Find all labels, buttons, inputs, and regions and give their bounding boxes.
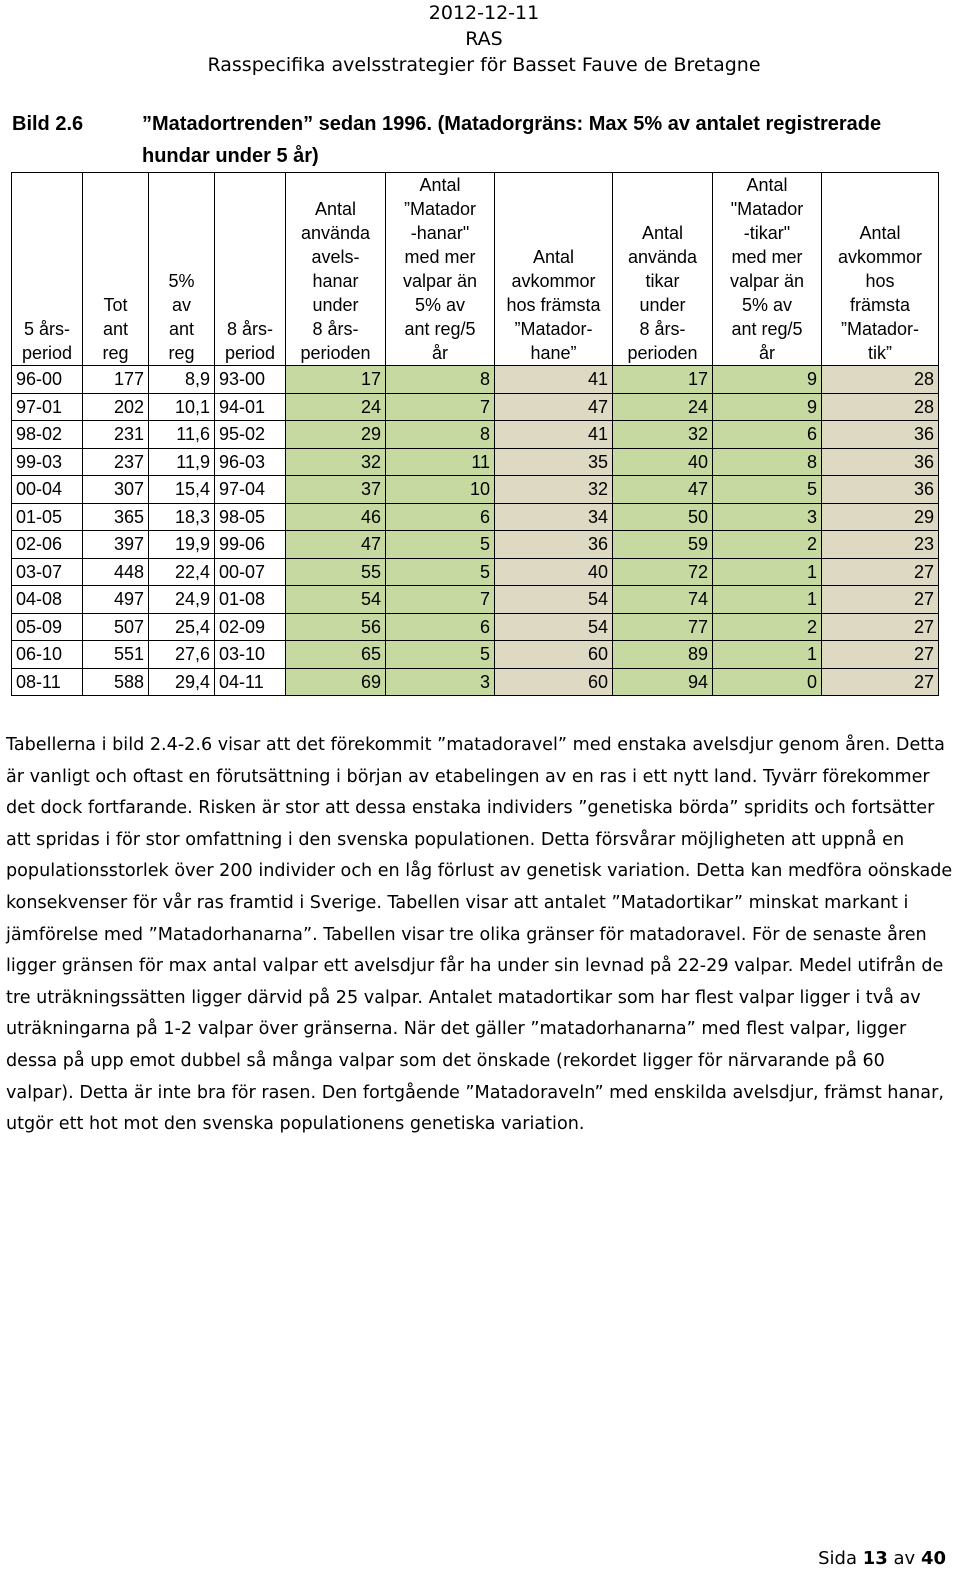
cell-8ar-period: 98-05 <box>215 503 286 531</box>
cell-5pct: 29,4 <box>149 668 215 696</box>
cell-hanar: 54 <box>286 586 386 614</box>
cell-hanar: 17 <box>286 366 386 394</box>
cell-5ar-period: 08-11 <box>12 668 83 696</box>
cell-avkommor-tik: 23 <box>822 531 939 559</box>
table-row <box>12 668 939 696</box>
footer-prefix: Sida <box>818 1548 863 1569</box>
table-row <box>12 393 939 421</box>
cell-avkommor-hane: 35 <box>495 448 613 476</box>
cell-5ar-period: 00-04 <box>12 476 83 504</box>
cell-tikar: 74 <box>613 586 713 614</box>
cell-matador-tikar: 9 <box>713 366 822 394</box>
cell-8ar-period: 04-11 <box>215 668 286 696</box>
header-org: RAS <box>465 28 503 50</box>
table-row <box>12 531 939 559</box>
table-header-row <box>12 173 939 366</box>
cell-8ar-period: 96-03 <box>215 448 286 476</box>
cell-matador-tikar: 8 <box>713 448 822 476</box>
cell-avkommor-tik: 36 <box>822 448 939 476</box>
cell-tot-ant-reg: 237 <box>83 448 149 476</box>
cell-5pct: 24,9 <box>149 586 215 614</box>
cell-matador-tikar: 1 <box>713 586 822 614</box>
cell-avkommor-tik: 28 <box>822 393 939 421</box>
cell-matador-tikar: 2 <box>713 531 822 559</box>
cell-tikar: 94 <box>613 668 713 696</box>
cell-5ar-period: 05-09 <box>12 613 83 641</box>
page-footer <box>818 1548 946 1569</box>
cell-matador-hanar: 8 <box>386 366 495 394</box>
cell-tikar: 24 <box>613 393 713 421</box>
table-row <box>12 503 939 531</box>
cell-avkommor-hane: 47 <box>495 393 613 421</box>
cell-5ar-period: 03-07 <box>12 558 83 586</box>
cell-tot-ant-reg: 397 <box>83 531 149 559</box>
cell-matador-hanar: 11 <box>386 448 495 476</box>
cell-matador-tikar: 9 <box>713 393 822 421</box>
cell-matador-hanar: 6 <box>386 503 495 531</box>
header-doc-title: Rasspecifika avelsstrategier för Basset Fauve de Bretagne <box>207 54 761 76</box>
cell-hanar: 37 <box>286 476 386 504</box>
cell-5pct: 25,4 <box>149 613 215 641</box>
cell-avkommor-tik: 28 <box>822 366 939 394</box>
cell-tikar: 72 <box>613 558 713 586</box>
footer-total-pages: 40 <box>920 1548 946 1569</box>
cell-tikar: 59 <box>613 531 713 559</box>
cell-avkommor-tik: 27 <box>822 613 939 641</box>
cell-tot-ant-reg: 177 <box>83 366 149 394</box>
cell-avkommor-hane: 34 <box>495 503 613 531</box>
cell-8ar-period: 94-01 <box>215 393 286 421</box>
cell-matador-hanar: 5 <box>386 558 495 586</box>
cell-avkommor-tik: 36 <box>822 476 939 504</box>
cell-5pct: 19,9 <box>149 531 215 559</box>
cell-hanar: 56 <box>286 613 386 641</box>
cell-hanar: 32 <box>286 448 386 476</box>
cell-avkommor-hane: 60 <box>495 641 613 669</box>
cell-8ar-period: 00-07 <box>215 558 286 586</box>
cell-tot-ant-reg: 551 <box>83 641 149 669</box>
cell-matador-hanar: 7 <box>386 586 495 614</box>
cell-matador-tikar: 2 <box>713 613 822 641</box>
cell-8ar-period: 01-08 <box>215 586 286 614</box>
cell-5ar-period: 99-03 <box>12 448 83 476</box>
header-5ar-period: 5 års- period <box>12 173 83 366</box>
cell-5pct: 8,9 <box>149 366 215 394</box>
cell-tot-ant-reg: 497 <box>83 586 149 614</box>
cell-8ar-period: 99-06 <box>215 531 286 559</box>
cell-5pct: 15,4 <box>149 476 215 504</box>
cell-avkommor-tik: 29 <box>822 503 939 531</box>
cell-avkommor-tik: 36 <box>822 421 939 449</box>
header-antal-anvanda-tikar: Antal använda tikar under 8 års- perioden <box>613 173 713 366</box>
cell-5pct: 18,3 <box>149 503 215 531</box>
header-matador-hanar: Antal ”Matador -hanar" med mer valpar än 5% av ant reg/5 år <box>386 173 495 366</box>
matador-table <box>11 172 939 696</box>
cell-matador-hanar: 5 <box>386 531 495 559</box>
cell-tikar: 89 <box>613 641 713 669</box>
cell-matador-tikar: 0 <box>713 668 822 696</box>
table-row <box>12 421 939 449</box>
cell-tikar: 32 <box>613 421 713 449</box>
cell-hanar: 65 <box>286 641 386 669</box>
cell-tikar: 17 <box>613 366 713 394</box>
cell-hanar: 24 <box>286 393 386 421</box>
header-tot-ant-reg: Tot ant reg <box>83 173 149 366</box>
cell-hanar: 55 <box>286 558 386 586</box>
cell-matador-tikar: 1 <box>713 641 822 669</box>
cell-5pct: 11,6 <box>149 421 215 449</box>
cell-8ar-period: 95-02 <box>215 421 286 449</box>
body-paragraph: Tabellerna i bild 2.4-2.6 visar att det förekommit ”matadoravel” med enstaka avelsdjur genom åren. Detta är vanligt och oftast en förutsättning i början av etabelingen av en ras i ett nytt land. Tyvärr förekommer det dock fortfarande. Risken är stor att dessa enstaka individers ”genetiska börda” spridits och fortsätter att spridas i för stor omfattning i den svenska populationen. Detta försvårar möjligheten att uppnå en populationsstorlek över 200 individer och en låg förlust av genetisk variation. Detta kan medföra oönskade konsekvenser för vår ras framtid i Sverige. Tabellen visar att antalet ”Matadortikar” minskat markant i jämförelse med ”Matadorhanarna”. Tabellen visar tre olika gränser för matadoravel. För de senaste åren ligger gränsen för max antal valpar ett avelsdjur får ha under sin levnad på 22-29 valpar. Medel utifrån de tre uträkningssätten ligger därvid på 25 valpar. Antalet matadortikar som har flest valpar ligger i två av uträkningarna på 1-2 valpar över gränserna. När det gäller ”matadorhanarna” med flest valpar, ligger dessa på upp emot dubbel så många valpar som det önskade (rekordet ligger för närvarande på 60 valpar). Detta är inte bra för rasen. Den fortgående ”Matadoraveln” med enskilda avelsdjur, främst hanar, utgör ett hot mot den svenska populationens genetiska variation. <box>6 735 953 1135</box>
table-row <box>12 476 939 504</box>
cell-matador-tikar: 6 <box>713 421 822 449</box>
cell-avkommor-hane: 54 <box>495 613 613 641</box>
table-row <box>12 558 939 586</box>
cell-tot-ant-reg: 588 <box>83 668 149 696</box>
cell-avkommor-hane: 36 <box>495 531 613 559</box>
cell-avkommor-hane: 41 <box>495 421 613 449</box>
cell-matador-hanar: 8 <box>386 421 495 449</box>
cell-8ar-period: 93-00 <box>215 366 286 394</box>
cell-hanar: 69 <box>286 668 386 696</box>
cell-matador-tikar: 1 <box>713 558 822 586</box>
header-5pct-av-ant-reg: 5% av ant reg <box>149 173 215 366</box>
cell-matador-hanar: 6 <box>386 613 495 641</box>
cell-5pct: 11,9 <box>149 448 215 476</box>
cell-8ar-period: 97-04 <box>215 476 286 504</box>
cell-tikar: 50 <box>613 503 713 531</box>
cell-avkommor-hane: 32 <box>495 476 613 504</box>
header-date: 2012-12-11 <box>428 2 540 24</box>
cell-tot-ant-reg: 231 <box>83 421 149 449</box>
cell-tot-ant-reg: 448 <box>83 558 149 586</box>
footer-page-number: 13 <box>862 1548 888 1569</box>
cell-5ar-period: 97-01 <box>12 393 83 421</box>
cell-tot-ant-reg: 202 <box>83 393 149 421</box>
cell-5ar-period: 04-08 <box>12 586 83 614</box>
table-row <box>12 641 939 669</box>
cell-tikar: 47 <box>613 476 713 504</box>
cell-hanar: 47 <box>286 531 386 559</box>
header-avkommor-tik: Antal avkommor hos främsta ”Matador- tik” <box>822 173 939 366</box>
cell-avkommor-hane: 54 <box>495 586 613 614</box>
cell-5ar-period: 96-00 <box>12 366 83 394</box>
cell-tot-ant-reg: 365 <box>83 503 149 531</box>
cell-hanar: 46 <box>286 503 386 531</box>
cell-avkommor-hane: 40 <box>495 558 613 586</box>
cell-tot-ant-reg: 307 <box>83 476 149 504</box>
header-matador-tikar: Antal "Matador -tikar" med mer valpar än 5% av ant reg/5 år <box>713 173 822 366</box>
cell-avkommor-tik: 27 <box>822 641 939 669</box>
cell-5pct: 22,4 <box>149 558 215 586</box>
table-row <box>12 613 939 641</box>
table-row <box>12 586 939 614</box>
figure-label: Bild 2.6 <box>12 113 84 135</box>
table-body <box>12 366 939 696</box>
cell-tot-ant-reg: 507 <box>83 613 149 641</box>
cell-5pct: 27,6 <box>149 641 215 669</box>
table-row <box>12 366 939 394</box>
cell-avkommor-hane: 60 <box>495 668 613 696</box>
cell-5ar-period: 02-06 <box>12 531 83 559</box>
cell-matador-hanar: 5 <box>386 641 495 669</box>
cell-avkommor-tik: 27 <box>822 586 939 614</box>
cell-matador-hanar: 3 <box>386 668 495 696</box>
cell-5pct: 10,1 <box>149 393 215 421</box>
cell-5ar-period: 01-05 <box>12 503 83 531</box>
table-row <box>12 448 939 476</box>
cell-tikar: 40 <box>613 448 713 476</box>
cell-8ar-period: 03-10 <box>215 641 286 669</box>
cell-matador-tikar: 3 <box>713 503 822 531</box>
cell-avkommor-tik: 27 <box>822 558 939 586</box>
footer-sep: av <box>887 1548 921 1569</box>
cell-avkommor-tik: 27 <box>822 668 939 696</box>
cell-8ar-period: 02-09 <box>215 613 286 641</box>
cell-hanar: 29 <box>286 421 386 449</box>
cell-tikar: 77 <box>613 613 713 641</box>
page-header <box>0 0 960 78</box>
figure-title: ”Matadortrenden” sedan 1996. (Matadorgräns: Max 5% av antalet registrerade hundar under 5 år) <box>142 113 882 167</box>
cell-5ar-period: 98-02 <box>12 421 83 449</box>
cell-avkommor-hane: 41 <box>495 366 613 394</box>
cell-matador-hanar: 10 <box>386 476 495 504</box>
cell-matador-tikar: 5 <box>713 476 822 504</box>
cell-5ar-period: 06-10 <box>12 641 83 669</box>
cell-matador-hanar: 7 <box>386 393 495 421</box>
header-antal-anvanda-hanar: Antal använda avels- hanar under 8 års- perioden <box>286 173 386 366</box>
header-avkommor-hane: Antal avkommor hos främsta ”Matador- hane” <box>495 173 613 366</box>
header-8ar-period: 8 års- period <box>215 173 286 366</box>
